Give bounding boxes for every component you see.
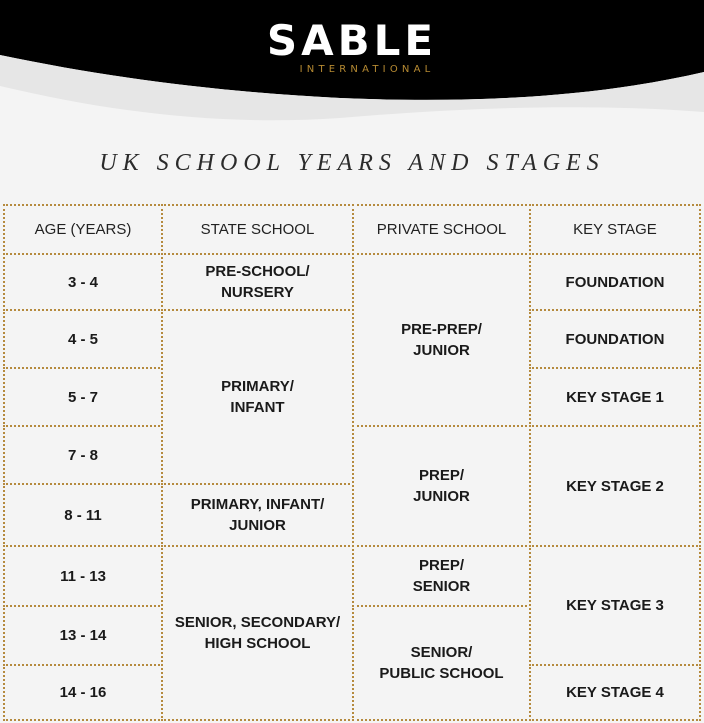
- key-stage-cell: FOUNDATION: [529, 253, 701, 311]
- private-school-cell: PREP/ SENIOR: [352, 545, 531, 607]
- brand-logo: SABLE: [266, 16, 438, 65]
- private-school-cell: PRE-PREP/ JUNIOR: [352, 253, 531, 427]
- header-state-school: STATE SCHOOL: [161, 204, 354, 255]
- header-age: AGE (YEARS): [3, 204, 163, 255]
- age-cell: 11 - 13: [3, 545, 163, 607]
- state-school-cell: SENIOR, SECONDARY/ HIGH SCHOOL: [161, 545, 354, 721]
- age-cell: 3 - 4: [3, 253, 163, 311]
- state-school-cell: PRIMARY, INFANT/ JUNIOR: [161, 483, 354, 547]
- key-stage-cell: FOUNDATION: [529, 309, 701, 369]
- state-school-cell: PRE-SCHOOL/ NURSERY: [161, 253, 354, 311]
- header-key-stage: KEY STAGE: [529, 204, 701, 255]
- age-cell: 8 - 11: [3, 483, 163, 547]
- age-cell: 7 - 8: [3, 425, 163, 485]
- age-cell: 4 - 5: [3, 309, 163, 369]
- header-banner: [0, 0, 704, 150]
- private-school-cell: PREP/ JUNIOR: [352, 425, 531, 547]
- age-cell: 5 - 7: [3, 367, 163, 427]
- key-stage-cell: KEY STAGE 3: [529, 545, 701, 666]
- brand-subtitle: INTERNATIONAL: [299, 64, 435, 75]
- school-stages-table: [4, 205, 700, 720]
- state-school-cell: PRIMARY/ INFANT: [161, 309, 354, 485]
- age-cell: 13 - 14: [3, 605, 163, 666]
- private-school-cell: SENIOR/ PUBLIC SCHOOL: [352, 605, 531, 721]
- age-cell: 14 - 16: [3, 664, 163, 721]
- page-title: UK SCHOOL YEARS AND STAGES: [99, 150, 605, 176]
- header-private-school: PRIVATE SCHOOL: [352, 204, 531, 255]
- key-stage-cell: KEY STAGE 1: [529, 367, 701, 427]
- key-stage-cell: KEY STAGE 4: [529, 664, 701, 721]
- key-stage-cell: KEY STAGE 2: [529, 425, 701, 547]
